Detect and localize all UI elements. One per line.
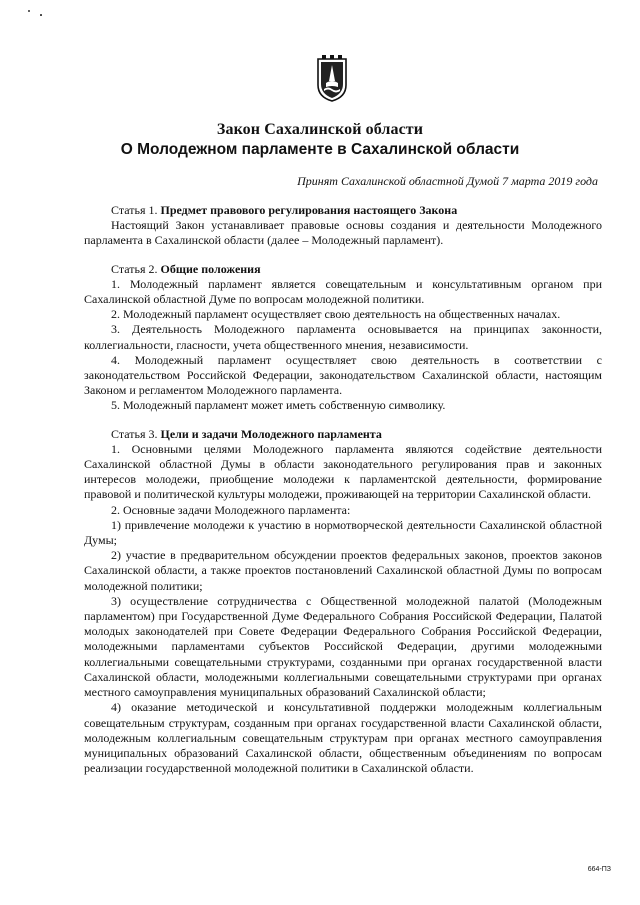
sakhalin-coat-of-arms-icon [316, 55, 348, 103]
document-body [84, 203, 602, 776]
article-2-heading [84, 262, 602, 277]
paragraph: 1. Основными целями Молодежного парламента являются содействие деятельности Сахалинской областной Думы в области законодательного регулирования прав и законных интересов молодежи, приобщение молодежи к парламентской деятельности, формирование правовой и политической культуры молодежи, проживающей на территории Сахалинской области. [84, 441, 602, 502]
law-title: Закон Сахалинской области [216, 121, 424, 138]
adoption-note: Принят Сахалинской областной Думой 7 марта 2019 года [297, 174, 598, 188]
law-subject-title: О Молодежном парламенте в Сахалинской области [120, 141, 520, 158]
article-1-heading [84, 203, 602, 218]
article-label: Статья 1. [111, 203, 158, 217]
paragraph: 2. Молодежный парламент осуществляет свою деятельность на общественных началах. [111, 307, 561, 322]
paragraph: 5. Молодежный парламент может иметь собственную символику. [111, 398, 446, 413]
paragraph: Настоящий Закон устанавливает правовые основы создания и деятельности Молодежного парламента в Сахалинской области (далее – Молодежный парламент). [84, 218, 602, 248]
article-label: Статья 2. [111, 261, 158, 276]
paragraph: 1. Молодежный парламент является совещательным и консультативным органом при Сахалинской областной Думе по вопросам молодежной политики. [84, 276, 602, 307]
article-3-heading [84, 427, 602, 442]
article-title: Предмет правового регулирования настоящего Закона [160, 203, 458, 217]
article-title: Цели и задачи Молодежного парламента [160, 426, 382, 441]
paragraph: 2) участие в предварительном обсуждении проектов федеральных законов, проектов законов Сахалинской области, а также проектов постановлений Сахалинской областной Думы по вопросам молодежной политики; [84, 548, 602, 593]
paragraph: 4. Молодежный парламент осуществляет свою деятельность в соответствии с законодательством Российской Федерации, законодательством Сахалинской области, настоящим Законом и регламентом Молодежного парламента. [84, 352, 602, 398]
page-code: 664-ПЗ [587, 866, 611, 873]
paragraph: 3) осуществление сотрудничества с Общественной молодежной палатой (Молодежным парламентом) при Государственной Думе Федерального Собрания Российской Федерации, Палатой молодых законодателей при Совете Федерации Федерального Собрания Российской Федерации, молодежными парламентами субъектов Российской Федерации, другими молодежными коллегиальными совещательными структурами, созданными при органах государственной власти Сахалинской области, молодежными коллегиальными совещательными структурами при органах местного самоуправления муниципальных образований Сахалинской области; [84, 593, 602, 700]
scan-speck [40, 14, 42, 16]
article-title: Общие положения [160, 261, 261, 276]
paragraph: 4) оказание методической и консультативной поддержки молодежным коллегиальным совещательным структурам, созданным при органах государственной власти Сахалинской области, молодежным коллегиальным совещательным структурам при органах местного самоуправления муниципальных образований Сахалинской области, общественным объединениям по вопросам реализации государственной молодежной политики в Сахалинской области. [84, 700, 602, 776]
article-label: Статья 3. [111, 426, 158, 441]
scan-speck [28, 10, 30, 12]
paragraph: 2. Основные задачи Молодежного парламента: [111, 502, 351, 517]
paragraph: 1) привлечение молодежи к участию в нормотворческой деятельности Сахалинской областной Думы; [84, 517, 602, 548]
paragraph: 3. Деятельность Молодежного парламента основывается на принципах законности, коллегиальности, гласности, учета общественного мнения, независимости. [84, 322, 602, 352]
